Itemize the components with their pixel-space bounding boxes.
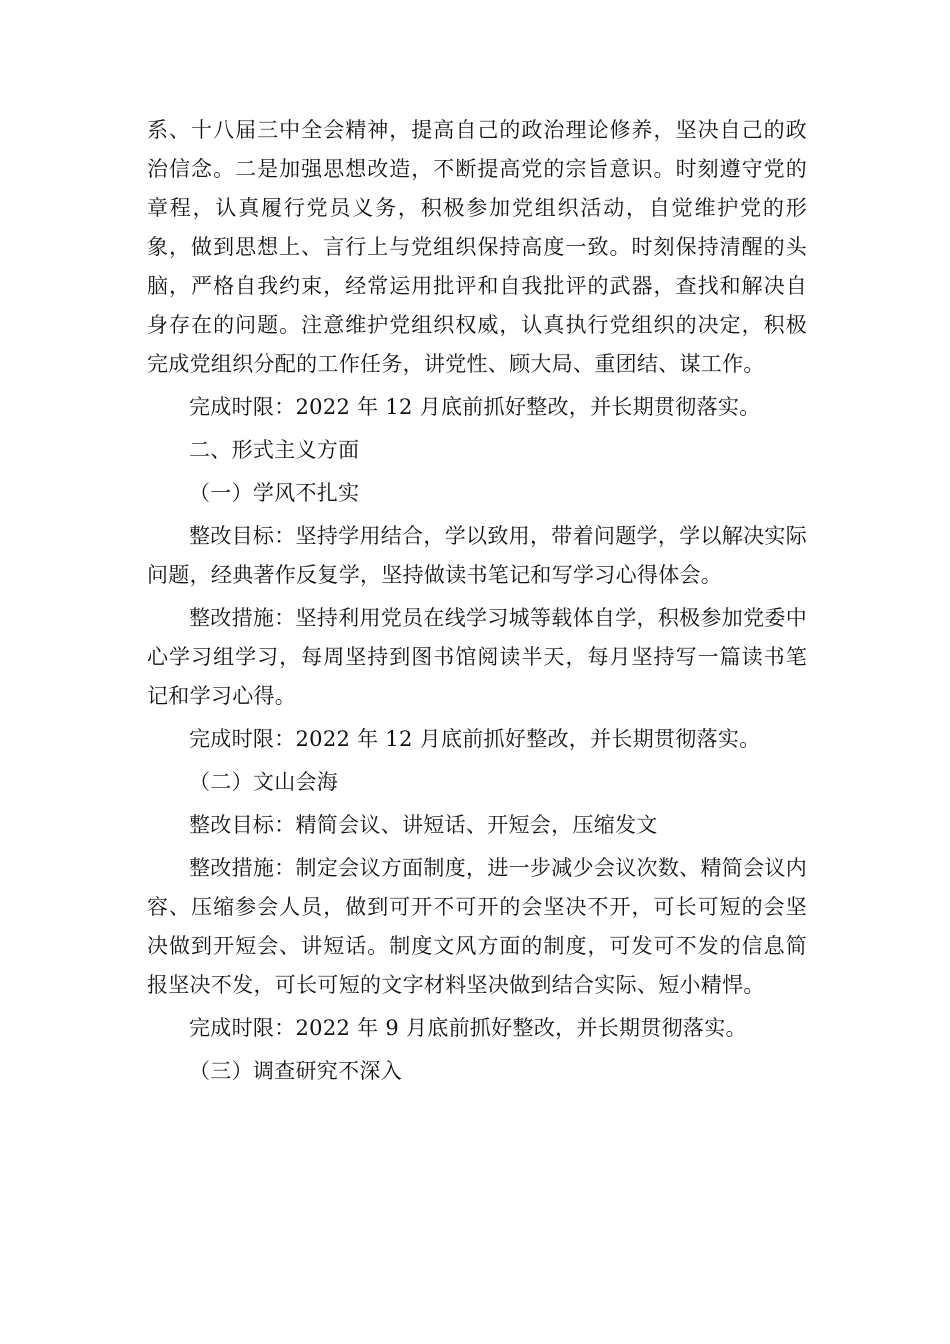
subsection-heading: （二）文山会海: [189, 770, 339, 794]
rectification-goal: 整改目标：精简会议、讲短话、开短会，压缩发文: [189, 813, 658, 837]
deadline-line: 完成时限：2022 年 12 月底前抓好整改，并长期贯彻落实。: [189, 727, 761, 751]
section-heading: 二、形式主义方面: [189, 438, 360, 462]
rectification-measure: 整改措施：制定会议方面制度，进一步减少会议次数、精简会议内容、压缩参会人员，做到可开不可开的会坚决不开，可长可短的会坚决做到开短会、讲短话。制度文风方面的制度，可发可不发的信息简报坚决不发，可长可短的文字材料坚决做到结合实际、短小精悍。: [147, 856, 807, 997]
deadline-line: 完成时限：2022 年 9 月底前抓好整改，并长期贯彻落实。: [189, 1016, 747, 1040]
deadline-line: 完成时限：2022 年 12 月底前抓好整改，并长期贯彻落实。: [189, 395, 761, 419]
rectification-measure: 整改措施：坚持利用党员在线学习城等载体自学，积极参加党委中心学习组学习，每周坚持到图书馆阅读半天，每月坚持写一篇读书笔记和学习心得。: [147, 606, 807, 708]
document-body: [147, 111, 807, 1091]
paragraph-continuation: 系、十八届三中全会精神，提高自己的政治理论修养，坚决自己的政治信念。二是加强思想改造，不断提高党的宗旨意识。时刻遵守党的章程，认真履行党员义务，积极参加党组织活动，自觉维护党的形象，做到思想上、言行上与党组织保持高度一致。时刻保持清醒的头脑，严格自我约束，经常运用批评和自我批评的武器，查找和解决自身存在的问题。注意维护党组织权威，认真执行党组织的决定，积极完成党组织分配的工作任务，讲党性、顾大局、重团结、谋工作。: [147, 118, 807, 376]
rectification-goal: 整改目标：坚持学用结合，学以致用，带着问题学，学以解决实际问题，经典著作反复学，坚持做读书笔记和写学习心得体会。: [147, 524, 807, 587]
subsection-heading: （三）调查研究不深入: [189, 1059, 402, 1083]
subsection-heading: （一）学风不扎实: [189, 481, 360, 505]
